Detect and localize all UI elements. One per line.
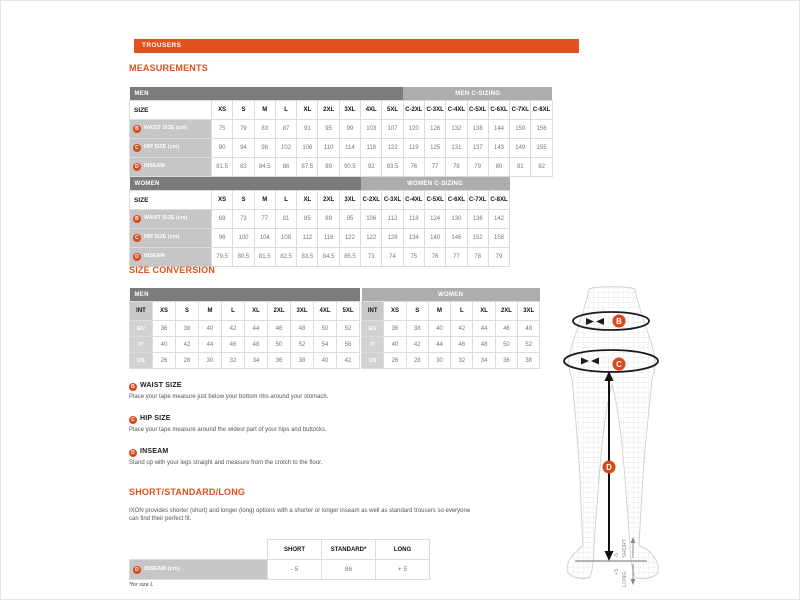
value-cell: 40	[199, 321, 222, 337]
conversion-table-men-mount	[129, 288, 360, 369]
size-column-header: SIZE	[130, 101, 212, 120]
value-cell: 106	[361, 210, 382, 229]
value-cell: 85.5	[339, 248, 360, 267]
size-header-cell: XL	[297, 101, 318, 120]
row-label-text: INSEAM	[144, 163, 165, 169]
size-header-cell: M	[199, 302, 222, 321]
value-cell: 38	[518, 353, 540, 369]
value-cell: 93.5	[382, 158, 403, 177]
marker-d-letter: D	[606, 463, 612, 472]
value-cell: 131	[446, 139, 467, 158]
value-cell: 130	[446, 210, 467, 229]
value-cell: 42	[337, 353, 360, 369]
value-cell: 77	[254, 210, 275, 229]
value-cell: 118	[403, 210, 424, 229]
column-header-cell: STANDARD*	[322, 540, 376, 560]
region-label: EU	[130, 321, 153, 337]
value-cell: 112	[382, 210, 403, 229]
marker-d-icon: D	[133, 163, 141, 171]
value-cell: 46	[222, 337, 245, 353]
short-standard-long-table	[129, 539, 430, 580]
conversion-table-women	[361, 288, 540, 369]
value-cell: 91	[297, 120, 318, 139]
group-header: MEN	[130, 87, 404, 101]
row-label-text: HIP SIZE (cm)	[144, 144, 180, 150]
value-cell: 132	[446, 120, 467, 139]
guide-inseam-text: Stand up with your legs straight and measure from the crotch to the floor.	[129, 460, 323, 466]
conversion-table-women-mount	[361, 288, 540, 369]
size-header-cell: M	[254, 101, 275, 120]
short-label: SHORT	[622, 538, 628, 558]
value-cell: 125	[424, 139, 445, 158]
value-cell: 112	[297, 229, 318, 248]
size-header-cell: 2XL	[268, 302, 291, 321]
value-cell: 76	[403, 158, 424, 177]
value-cell: 98	[254, 139, 275, 158]
size-header-cell: C-4XL	[446, 101, 467, 120]
value-cell: 42	[222, 321, 245, 337]
value-cell: 103	[361, 120, 382, 139]
value-cell: 34	[473, 353, 495, 369]
conversion-table-men	[129, 288, 360, 369]
guide-inseam	[129, 448, 499, 466]
value-cell: 107	[382, 120, 403, 139]
value-cell: 80.5	[233, 248, 254, 267]
value-cell: 102	[275, 139, 296, 158]
column-header-cell: SHORT	[268, 540, 322, 560]
size-header-cell: XS	[384, 302, 406, 321]
value-cell: 143	[488, 139, 509, 158]
value-cell: 74	[382, 248, 403, 267]
value-cell: 48	[291, 321, 314, 337]
value-cell: 40	[428, 321, 450, 337]
value-cell: 73	[361, 248, 382, 267]
size-header-cell: C-7XL	[510, 101, 531, 120]
value-cell: 36	[384, 321, 406, 337]
value-cell: 92	[361, 158, 382, 177]
value-cell: 30	[199, 353, 222, 369]
table-row	[130, 229, 510, 248]
value-cell: 124	[424, 210, 445, 229]
value-cell: 40	[384, 337, 406, 353]
row-label-text: INSEAM	[144, 253, 165, 259]
value-cell: 69	[212, 210, 233, 229]
value-cell: 136	[467, 210, 488, 229]
size-header-cell: L	[222, 302, 245, 321]
value-cell: 52	[518, 337, 540, 353]
value-cell: 95	[339, 210, 360, 229]
group-header-row	[130, 87, 553, 101]
int-header-cell: INT	[362, 302, 384, 321]
value-cell: 119	[403, 139, 424, 158]
guide-waist-title	[129, 382, 499, 391]
marker-c-icon: C	[133, 234, 141, 242]
value-cell: 158	[488, 229, 509, 248]
value-cell: 134	[403, 229, 424, 248]
size-header-cell: M	[254, 191, 275, 210]
value-cell: 28	[406, 353, 428, 369]
value-cell: 46	[268, 321, 291, 337]
value-cell: 83	[233, 158, 254, 177]
row-label	[130, 560, 268, 580]
header-row	[130, 540, 430, 560]
marker-b-icon: B	[133, 215, 141, 223]
row-label-text: INSEAM (cm)	[144, 565, 180, 572]
value-cell: 44	[245, 321, 268, 337]
value-cell: 48	[518, 321, 540, 337]
region-label: EU	[362, 321, 384, 337]
guide-waist-size	[129, 382, 499, 400]
group-header: WOMEN	[130, 177, 361, 191]
size-header-cell: 5XL	[337, 302, 360, 321]
table-row	[362, 353, 540, 369]
size-header-row	[362, 302, 540, 321]
value-cell: 137	[467, 139, 488, 158]
table-row	[130, 337, 360, 353]
guide-inseam-title	[129, 448, 499, 457]
value-cell: 122	[361, 229, 382, 248]
value-cell: 48	[473, 337, 495, 353]
value-cell: 79	[488, 248, 509, 267]
size-header-cell: L	[275, 191, 296, 210]
value-cell: 87	[275, 120, 296, 139]
value-cell: 94	[233, 139, 254, 158]
value-cell: 44	[473, 321, 495, 337]
size-header-cell: C-2XL	[403, 101, 424, 120]
size-header-cell: C-5XL	[467, 101, 488, 120]
value-cell: 81.5	[212, 158, 233, 177]
marker-d-icon: D	[133, 566, 141, 574]
row-label	[130, 229, 212, 248]
measurement-guides	[129, 382, 499, 481]
row-label	[130, 139, 212, 158]
size-header-cell: 3XL	[291, 302, 314, 321]
group-header-row	[130, 288, 360, 302]
value-cell: 36	[268, 353, 291, 369]
size-header-cell: C-8XL	[488, 191, 509, 210]
size-header-cell: XL	[473, 302, 495, 321]
value-cell: 77	[424, 158, 445, 177]
long-value-label: +5	[614, 568, 620, 575]
marker-b-icon: B	[129, 383, 137, 391]
size-header-cell: M	[428, 302, 450, 321]
value-cell: 140	[424, 229, 445, 248]
value-cell: 108	[275, 229, 296, 248]
measurement-table-women	[129, 177, 510, 267]
value-cell: 30	[428, 353, 450, 369]
value-cell: 42	[406, 337, 428, 353]
value-cell: 81	[275, 210, 296, 229]
value-cell: 40	[153, 337, 176, 353]
value-cell: 38	[291, 353, 314, 369]
value-cell: 75	[212, 120, 233, 139]
marker-d-icon: D	[129, 449, 137, 457]
value-cell: 90	[212, 139, 233, 158]
value-cell: 34	[245, 353, 268, 369]
value-cell: 95	[318, 120, 339, 139]
group-header-row	[130, 177, 510, 191]
value-cell: 76	[424, 248, 445, 267]
measurements-table-men-mount	[129, 87, 553, 177]
value-cell: 56	[337, 337, 360, 353]
guide-hip-size	[129, 415, 499, 433]
value-cell: 82	[531, 158, 552, 177]
group-header: MEN	[130, 288, 360, 302]
value-cell: 116	[318, 229, 339, 248]
size-header-cell: C-2XL	[361, 191, 382, 210]
value-cell: 120	[403, 120, 424, 139]
value-cell: 52	[337, 321, 360, 337]
body-measurement-figure	[553, 277, 703, 595]
value-cell: 48	[245, 337, 268, 353]
region-label: IT	[362, 337, 384, 353]
size-header-cell: C-5XL	[424, 191, 445, 210]
guide-hip-title	[129, 415, 499, 424]
short-value-label: -5	[614, 553, 620, 558]
short-standard-long-table-mount	[129, 539, 430, 580]
size-header-cell: 2XL	[318, 101, 339, 120]
value-cell: 46	[451, 337, 473, 353]
size-header-row	[130, 101, 553, 120]
size-header-cell: 3XL	[518, 302, 540, 321]
row-label	[130, 120, 212, 139]
value-cell: 79.5	[212, 248, 233, 267]
table-row	[130, 353, 360, 369]
value-cell: 122	[339, 229, 360, 248]
group-header: WOMEN	[362, 288, 540, 302]
trousers-banner: TROUSERS	[134, 39, 579, 53]
value-cell: 50	[268, 337, 291, 353]
guide-title-text: HIP SIZE	[140, 415, 171, 422]
size-header-cell: 2XL	[495, 302, 517, 321]
size-header-cell: XL	[297, 191, 318, 210]
value-cell: 79	[467, 158, 488, 177]
guide-title-text: WAIST SIZE	[140, 382, 182, 389]
table-row	[130, 248, 510, 267]
size-header-cell: L	[275, 101, 296, 120]
size-header-cell: S	[176, 302, 199, 321]
value-cell: 46	[495, 321, 517, 337]
long-label: LONG	[622, 571, 628, 587]
value-cell: 26	[153, 353, 176, 369]
value-cell: 89	[318, 158, 339, 177]
table-row	[130, 139, 553, 158]
value-cell: 54	[314, 337, 337, 353]
table-row	[130, 158, 553, 177]
size-header-cell: 2XL	[318, 191, 339, 210]
size-header-cell: S	[233, 191, 254, 210]
table-row	[362, 321, 540, 337]
size-header-cell: 3XL	[339, 101, 360, 120]
measurements-title: MEASUREMENTS	[129, 63, 208, 73]
value-cell: 28	[176, 353, 199, 369]
value-cell: 38	[176, 321, 199, 337]
value-cell: 81.5	[254, 248, 275, 267]
value-cell: 156	[531, 120, 552, 139]
value-cell: 128	[382, 229, 403, 248]
marker-c-letter: C	[616, 360, 622, 369]
value-cell: 84.5	[254, 158, 275, 177]
region-label: IT	[130, 337, 153, 353]
value-cell: 86	[275, 158, 296, 177]
size-header-cell: C-7XL	[467, 191, 488, 210]
marker-b-icon: B	[133, 125, 141, 133]
csizing-header: MEN C-SIZING	[403, 87, 552, 101]
value-cell: 26	[384, 353, 406, 369]
measurements-table-women-mount	[129, 177, 510, 267]
table-row	[130, 120, 553, 139]
value-cell: 86	[322, 560, 376, 580]
value-cell: 144	[488, 120, 509, 139]
value-cell: 110	[318, 139, 339, 158]
value-cell: 138	[467, 120, 488, 139]
corner-cell	[130, 540, 268, 560]
size-header-cell: C-3XL	[424, 101, 445, 120]
row-label-text: WAIST SIZE (cm)	[144, 215, 188, 221]
value-cell: 44	[199, 337, 222, 353]
size-header-cell: C-8XL	[531, 101, 552, 120]
value-cell: 44	[428, 337, 450, 353]
size-header-cell: 4XL	[361, 101, 382, 120]
value-cell: 50	[314, 321, 337, 337]
value-cell: 83.5	[297, 248, 318, 267]
value-cell: 75	[403, 248, 424, 267]
value-cell: 32	[451, 353, 473, 369]
value-cell: 142	[488, 210, 509, 229]
int-header-cell: INT	[130, 302, 153, 321]
short-standard-long-text: IXON provides shorter (short) and longer (long) options with a shorter or longer inseam as well as standard trousers so everyone can find their perfect fit.	[129, 508, 471, 523]
value-cell: 155	[531, 139, 552, 158]
size-header-row	[130, 191, 510, 210]
table-row	[130, 560, 430, 580]
size-header-cell: 4XL	[314, 302, 337, 321]
row-label	[130, 210, 212, 229]
value-cell: 42	[176, 337, 199, 353]
value-cell: 77	[446, 248, 467, 267]
value-cell: 40	[314, 353, 337, 369]
size-header-cell: 3XL	[339, 191, 360, 210]
size-header-cell: S	[406, 302, 428, 321]
table-row	[362, 337, 540, 353]
value-cell: 126	[424, 120, 445, 139]
row-label	[130, 158, 212, 177]
marker-b-letter: B	[616, 317, 622, 326]
marker-c-icon: C	[129, 416, 137, 424]
value-cell: 152	[467, 229, 488, 248]
value-cell: 73	[233, 210, 254, 229]
value-cell: 146	[446, 229, 467, 248]
size-header-cell: XS	[212, 101, 233, 120]
measurement-table-men	[129, 87, 553, 177]
group-header-row	[362, 288, 540, 302]
value-cell: 36	[495, 353, 517, 369]
value-cell: 89	[318, 210, 339, 229]
guide-waist-text: Place your tape measure just below your bottom ribs around your stomach.	[129, 394, 329, 400]
size-header-cell: C-6XL	[488, 101, 509, 120]
size-header-cell: C-4XL	[403, 191, 424, 210]
value-cell: 79	[233, 120, 254, 139]
row-label-text: WAIST SIZE (cm)	[144, 125, 188, 131]
size-header-cell: XL	[245, 302, 268, 321]
value-cell: 106	[297, 139, 318, 158]
row-label	[130, 248, 212, 267]
size-header-cell: XS	[153, 302, 176, 321]
value-cell: 81	[510, 158, 531, 177]
size-header-cell: C-3XL	[382, 191, 403, 210]
guide-title-text: INSEAM	[140, 448, 169, 455]
value-cell: 38	[406, 321, 428, 337]
column-header-cell: LONG	[376, 540, 430, 560]
value-cell: 96	[212, 229, 233, 248]
size-header-cell: XS	[212, 191, 233, 210]
row-label-text: HIP SIZE (cm)	[144, 234, 180, 240]
value-cell: 84.5	[318, 248, 339, 267]
value-cell: 150	[510, 120, 531, 139]
region-label: US	[362, 353, 384, 369]
size-column-header: SIZE	[130, 191, 212, 210]
footnote: *for size L	[129, 582, 154, 588]
value-cell: 87.5	[297, 158, 318, 177]
value-cell: 104	[254, 229, 275, 248]
size-header-cell: S	[233, 101, 254, 120]
value-cell: 83	[254, 120, 275, 139]
value-cell: 99	[339, 120, 360, 139]
value-cell: 78	[446, 158, 467, 177]
size-conversion-title: SIZE CONVERSION	[129, 265, 216, 275]
value-cell: 149	[510, 139, 531, 158]
marker-c-icon: C	[133, 144, 141, 152]
value-cell: 36	[153, 321, 176, 337]
value-cell: + 5	[376, 560, 430, 580]
value-cell: 78	[467, 248, 488, 267]
table-row	[130, 210, 510, 229]
size-header-cell: 5XL	[382, 101, 403, 120]
value-cell: 80	[488, 158, 509, 177]
value-cell: 85	[297, 210, 318, 229]
size-header-row	[130, 302, 360, 321]
value-cell: 90.5	[339, 158, 360, 177]
guide-hip-text: Place your tape measure around the widest part of your hips and buttocks.	[129, 427, 327, 433]
table-row	[130, 321, 360, 337]
value-cell: 82.5	[275, 248, 296, 267]
value-cell: 42	[451, 321, 473, 337]
short-standard-long-title: SHORT/STANDARD/LONG	[129, 487, 246, 497]
marker-d-icon: D	[133, 253, 141, 261]
value-cell: 32	[222, 353, 245, 369]
value-cell: 52	[291, 337, 314, 353]
value-cell: 114	[339, 139, 360, 158]
value-cell: - 5	[268, 560, 322, 580]
value-cell: 100	[233, 229, 254, 248]
size-header-cell: C-6XL	[446, 191, 467, 210]
size-header-cell: L	[451, 302, 473, 321]
value-cell: 122	[382, 139, 403, 158]
csizing-header: WOMEN C-SIZING	[361, 177, 510, 191]
region-label: US	[130, 353, 153, 369]
value-cell: 118	[361, 139, 382, 158]
value-cell: 50	[495, 337, 517, 353]
inseam-arrow-down-icon	[605, 551, 614, 561]
